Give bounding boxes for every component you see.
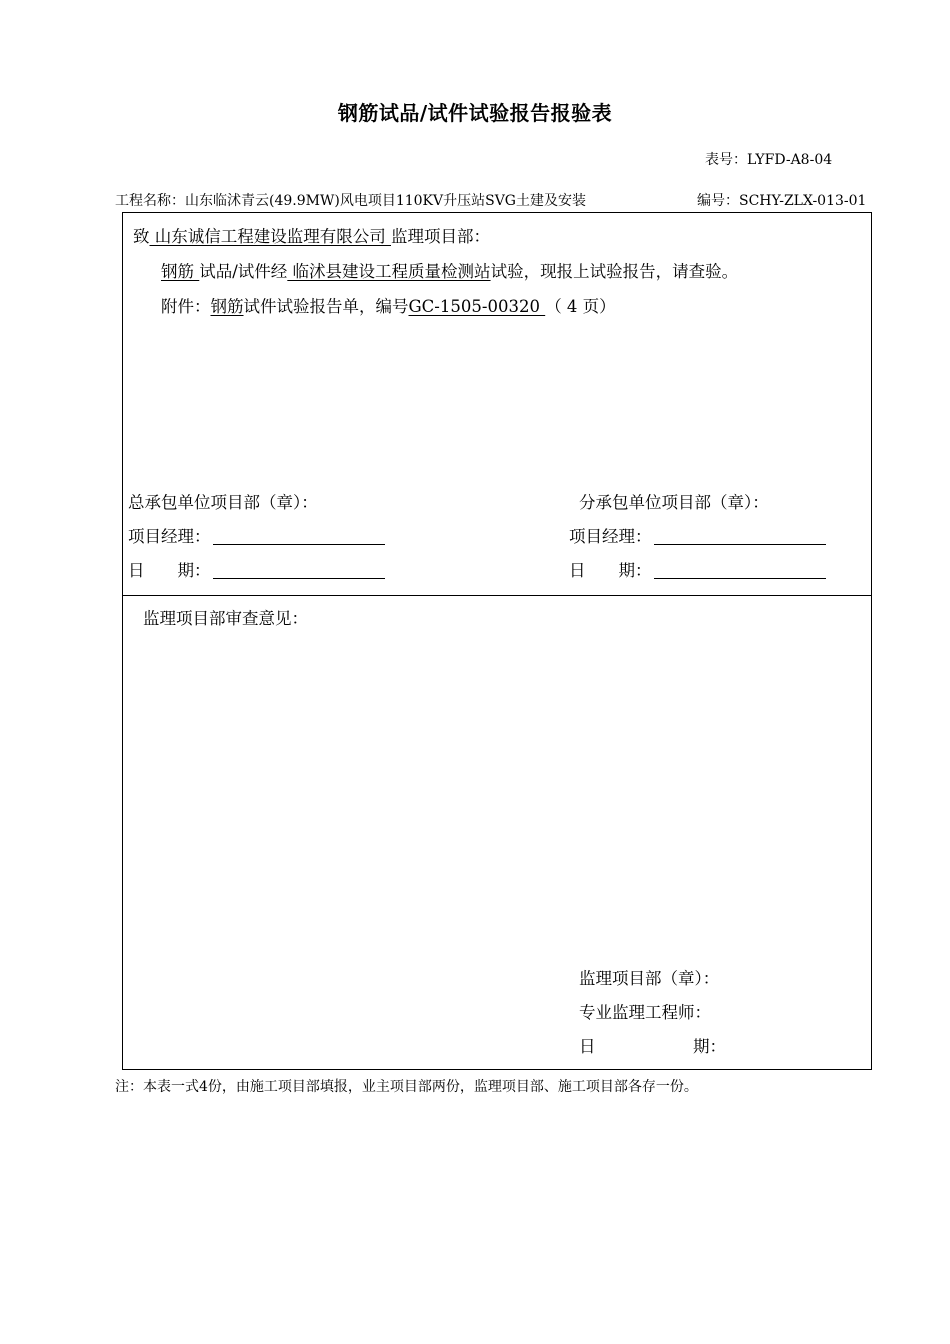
supervision-dept-seal: 监理项目部（章）： [579,969,720,988]
attachment-line [161,293,616,317]
form-number: 表号：LYFD-A8-04 [705,152,833,168]
supervision-engineer: 专业监理工程师： [579,1003,711,1022]
submission-line [161,258,738,282]
gc-project-manager [128,523,385,547]
submission-mid: 试品/试件经 [199,262,288,281]
form-box [122,212,872,1070]
gc-date [128,557,385,581]
section-divider [123,595,871,596]
footer-note: 注：本表一式4份，由施工项目部填报，业主项目部两份，监理项目部、施工项目部各存一份。 [115,1079,698,1095]
review-date-left: 日 [579,1037,596,1056]
sub-contractor-label: 分承包单位项目部（章）： [579,493,769,512]
sc-date-label: 日 期： [569,561,652,580]
addressee-prefix: 致 [133,227,150,246]
gc-pm-signature-field[interactable] [213,543,385,545]
project-name: 山东临沭青云(49.9MW)风电项目110KV升压站SVG土建及安装 [185,193,586,209]
addressee-line [133,223,490,247]
gc-date-field[interactable] [213,577,385,579]
attachment-pages: （ 4 页） [545,297,616,316]
review-date-right: 期： [693,1037,726,1056]
sc-pm-signature-field[interactable] [654,543,826,545]
material-name: 钢筋 [161,262,200,281]
serial-number: 编号：SCHY-ZLX-013-01 [697,193,867,209]
testing-lab: 临沭县建设工程质量检测站 [287,262,491,281]
attachment-material: 钢筋 [210,297,244,316]
sc-project-manager [569,523,826,547]
attachment-prefix: 附件： [161,297,211,316]
sc-date [569,557,826,581]
review-heading: 监理项目部审查意见： [143,609,308,628]
project-name-line [115,190,586,210]
form-title: 钢筋试品/试件试验报告报验表 [337,101,613,125]
project-label: 工程名称： [115,193,185,209]
addressee-company: 山东诚信工程建设监理有限公司 [149,227,391,246]
general-contractor-label: 总承包单位项目部（章）： [128,493,318,512]
gc-date-label: 日 期： [128,561,211,580]
sc-pm-label: 项目经理： [569,527,652,546]
attachment-code: GC-1505-00320 [408,297,546,316]
sc-date-field[interactable] [654,577,826,579]
addressee-suffix: 监理项目部： [391,227,490,246]
attachment-mid: 试件试验报告单，编号 [243,297,409,316]
submission-suffix: 试验，现报上试验报告，请查验。 [490,262,739,281]
gc-pm-label: 项目经理： [128,527,211,546]
